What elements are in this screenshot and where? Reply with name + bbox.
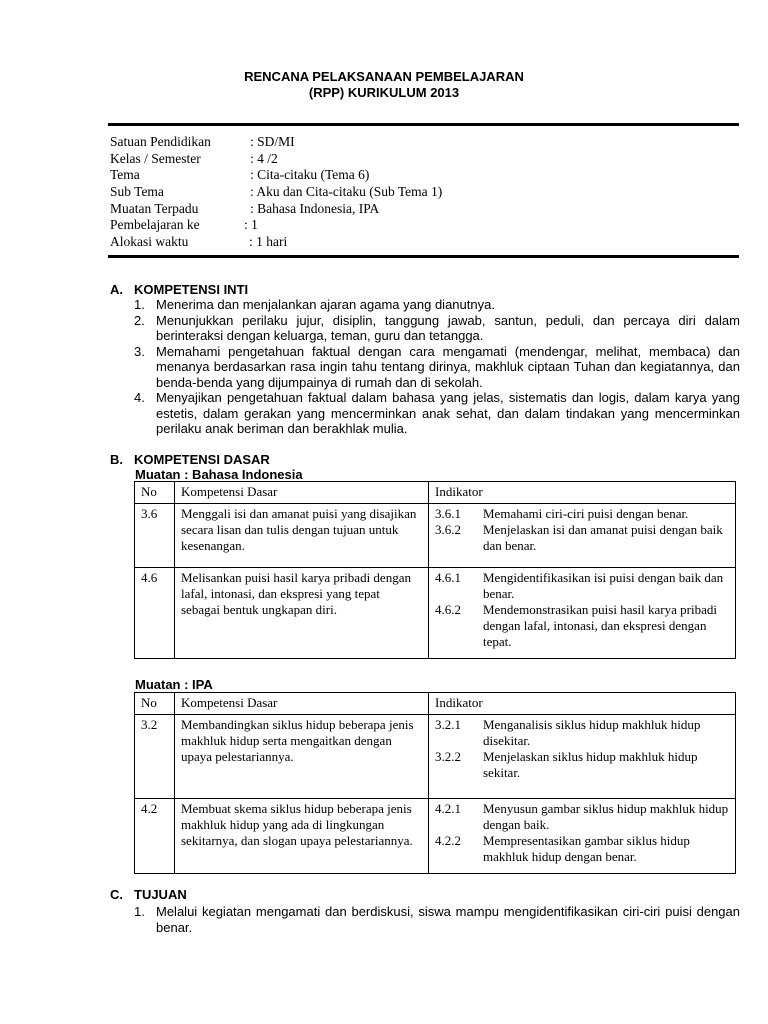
indicator-item bbox=[435, 522, 729, 554]
indicator-text: Menyusun gambar siklus hidup makhluk hidup dengan baik. bbox=[483, 801, 729, 832]
kd-table-bahasa-indonesia bbox=[134, 481, 736, 659]
item-number: 2. bbox=[134, 312, 145, 328]
section-letter: A. bbox=[110, 282, 123, 297]
cell-kd: Membuat skema siklus hidup beberapa jenis makhluk hidup yang ada di lingkungan sekitarnya, dan slogan upaya pelestariannya. bbox=[175, 799, 429, 874]
info-label: Pembelajaran ke bbox=[110, 217, 200, 232]
table-header-row bbox=[135, 693, 736, 715]
cell-indikator bbox=[429, 568, 736, 659]
table-header-row bbox=[135, 482, 736, 504]
indicator-code: 3.2.2 bbox=[435, 749, 461, 764]
item-number: 1. bbox=[134, 297, 145, 312]
cell-kd: Menggali isi dan amanat puisi yang disajikan secara lisan dan tulis dengan tujuan untuk kesenangan. bbox=[175, 504, 429, 568]
indicator-text: Memahami ciri-ciri puisi dengan benar. bbox=[483, 506, 689, 521]
info-value: : 1 hari bbox=[249, 234, 288, 249]
indicator-code: 4.2.1 bbox=[435, 801, 461, 816]
indicator-text: Menjelaskan siklus hidup makhluk hidup sekitar. bbox=[483, 749, 698, 780]
header-cell: Kompetensi Dasar bbox=[175, 693, 429, 715]
cell-kd: Membandingkan siklus hidup beberapa jenis makhluk hidup serta mengaitkan dengan upaya pelestariannya. bbox=[175, 715, 429, 799]
item-text: Memahami pengetahuan faktual dengan cara mengamati (mendengar, melihat, membaca) dan menanya berdasarkan rasa ingin tahu tentang dirinya, makhluk ciptaan Tuhan dan kegiatannya, dan benda-benda yang dijumpainya di rumah dan di sekolah. bbox=[156, 343, 740, 390]
item-text: Melalui kegiatan mengamati dan berdiskusi, siswa mampu mengidentifikasikan ciri-ciri puisi dengan benar. bbox=[156, 904, 740, 935]
table-row bbox=[135, 715, 736, 799]
muatan-bahasa-indonesia-label: Muatan : Bahasa Indonesia bbox=[135, 467, 303, 482]
muatan-ipa-label: Muatan : IPA bbox=[135, 677, 213, 692]
info-value: : 4 /2 bbox=[250, 151, 278, 166]
header-cell: No bbox=[135, 482, 175, 504]
list-item bbox=[134, 313, 740, 344]
list-item bbox=[134, 904, 740, 935]
tujuan-list bbox=[134, 904, 740, 935]
indicator-item bbox=[435, 602, 729, 650]
section-letter: B. bbox=[110, 452, 123, 467]
item-number: 4. bbox=[134, 390, 145, 405]
item-text: Menerima dan menjalankan ajaran agama yang dianutnya. bbox=[156, 297, 495, 312]
indicator-code: 4.2.2 bbox=[435, 833, 461, 848]
indicator-code: 3.2.1 bbox=[435, 717, 461, 732]
cell-no: 3.2 bbox=[135, 715, 175, 799]
list-item bbox=[134, 297, 740, 313]
kompetensi-inti-list bbox=[134, 297, 740, 437]
indicator-text: Menjelaskan isi dan amanat puisi dengan baik dan benar. bbox=[483, 522, 723, 553]
table-row bbox=[135, 799, 736, 874]
cell-indikator bbox=[429, 799, 736, 874]
section-letter: C. bbox=[110, 887, 123, 902]
info-label: Muatan Terpadu bbox=[110, 201, 199, 216]
indicator-item bbox=[435, 717, 729, 749]
indicator-item bbox=[435, 833, 729, 865]
info-label: Satuan Pendidikan bbox=[110, 134, 211, 149]
indicator-text: Mengidentifikasikan isi puisi dengan baik dan benar. bbox=[483, 570, 724, 601]
cell-indikator bbox=[429, 715, 736, 799]
cell-kd: Melisankan puisi hasil karya pribadi dengan lafal, intonasi, dan ekspresi yang tepat sebagai bentuk ungkapan diri. bbox=[175, 568, 429, 659]
list-item bbox=[134, 344, 740, 391]
doc-title-line2: (RPP) KURIKULUM 2013 bbox=[308, 85, 460, 100]
kd-table-ipa bbox=[134, 692, 736, 874]
info-value: : Bahasa Indonesia, IPA bbox=[250, 201, 380, 216]
indicator-code: 3.6.1 bbox=[435, 506, 461, 521]
bottom-divider bbox=[108, 255, 739, 258]
header-cell: Indikator bbox=[429, 693, 736, 715]
info-value: : SD/MI bbox=[250, 134, 295, 149]
table-row bbox=[135, 568, 736, 659]
indicator-code: 3.6.2 bbox=[435, 522, 461, 537]
info-value: : Aku dan Cita-citaku (Sub Tema 1) bbox=[250, 184, 443, 199]
item-number: 1. bbox=[134, 904, 145, 919]
indicator-text: Mendemonstrasikan puisi hasil karya pribadi dengan lafal, intonasi, dan ekspresi dengan tepat. bbox=[483, 602, 717, 649]
indicator-text: Mempresentasikan gambar siklus hidup makhluk hidup dengan benar. bbox=[483, 833, 690, 864]
item-text: Menyajikan pengetahuan faktual dalam bahasa yang jelas, sistematis dan logis, dalam karya yang estetis, dalam gerakan yang mencerminkan anak sehat, dan dalam tindakan yang mencerminkan perilaku anak beriman dan berakhlak mulia. bbox=[156, 390, 740, 436]
item-number: 3. bbox=[134, 343, 145, 359]
section-title: KOMPETENSI INTI bbox=[134, 282, 249, 297]
section-title: TUJUAN bbox=[134, 887, 187, 902]
info-label: Kelas / Semester bbox=[110, 151, 201, 166]
table-row bbox=[135, 504, 736, 568]
indicator-item bbox=[435, 749, 729, 781]
indicator-item bbox=[435, 801, 729, 833]
cell-no: 4.6 bbox=[135, 568, 175, 659]
indicator-code: 4.6.1 bbox=[435, 570, 461, 585]
top-divider bbox=[108, 123, 739, 126]
header-cell: No bbox=[135, 693, 175, 715]
info-value: : Cita-citaku (Tema 6) bbox=[250, 167, 370, 182]
indicator-code: 4.6.2 bbox=[435, 602, 461, 617]
indicator-item bbox=[435, 570, 729, 602]
info-label: Sub Tema bbox=[110, 184, 164, 199]
section-title: KOMPETENSI DASAR bbox=[134, 452, 270, 467]
list-item bbox=[134, 390, 740, 437]
cell-indikator bbox=[429, 504, 736, 568]
indicator-item bbox=[435, 506, 729, 522]
cell-no: 4.2 bbox=[135, 799, 175, 874]
header-cell: Kompetensi Dasar bbox=[175, 482, 429, 504]
indicator-text: Menganalisis siklus hidup makhluk hidup disekitar. bbox=[483, 717, 701, 748]
cell-no: 3.6 bbox=[135, 504, 175, 568]
info-value: : 1 bbox=[244, 217, 258, 232]
info-label: Tema bbox=[110, 167, 140, 182]
doc-title-line1: RENCANA PELAKSANAAN PEMBELAJARAN bbox=[244, 69, 524, 84]
header-cell: Indikator bbox=[429, 482, 736, 504]
info-label: Alokasi waktu bbox=[110, 234, 189, 249]
item-text: Menunjukkan perilaku jujur, disiplin, tanggung jawab, santun, peduli, dan percaya diri dalam berinteraksi dengan keluarga, teman, guru dan tetangga. bbox=[156, 312, 740, 343]
